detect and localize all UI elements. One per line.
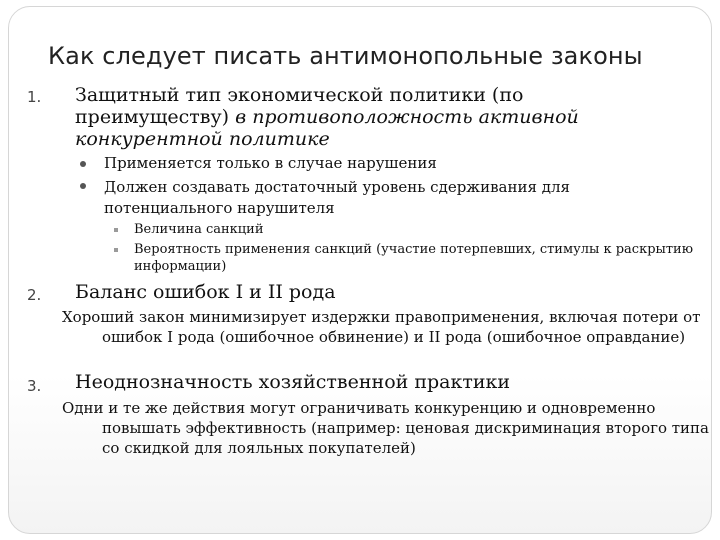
item-2-paragraph: Хороший закон минимизирует издержки правоприменения, включая потери от ошибок I рода (ошибочное обвинение) и II рода (ошибочное оправдание): [62, 308, 701, 346]
item-1-heading-italic: в противоположность активной конкурентной политике: [75, 106, 579, 150]
bullet-square-icon: [114, 248, 118, 252]
item-3-number: 3.: [27, 377, 42, 395]
item-1-number: 1.: [27, 88, 42, 106]
item-1-bullet-2: Должен создавать достаточный уровень сдерживания для потенциального нарушителя: [104, 178, 570, 217]
item-1-bullet-1: Применяется только в случае нарушения: [104, 154, 437, 172]
item-3-heading: Неоднозначность хозяйственной практики: [75, 371, 511, 393]
item-3-paragraph: Одни и те же действия могут ограничивать конкуренцию и одновременно повышать эффективность (например: ценовая дискриминация второго типа со скидкой для лояльных покупателей): [62, 399, 709, 457]
item-2-number: 2.: [27, 286, 42, 304]
item-1-heading-plain: Защитный тип экономической политики (по преимуществу): [75, 84, 524, 128]
item-1-subbullet-2: Вероятность применения санкций (участие потерпевших, стимулы к раскрытию информации): [134, 242, 694, 274]
bullet-dot-icon: [80, 183, 86, 189]
bullet-dot-icon: [80, 161, 86, 167]
item-1-heading: [75, 84, 635, 150]
item-2-heading: Баланс ошибок I и II рода: [75, 281, 336, 303]
item-1-subbullet-1: Величина санкций: [134, 222, 264, 237]
slide-title: Как следует писать антимонопольные законы: [48, 42, 643, 70]
bullet-square-icon: [114, 228, 118, 232]
